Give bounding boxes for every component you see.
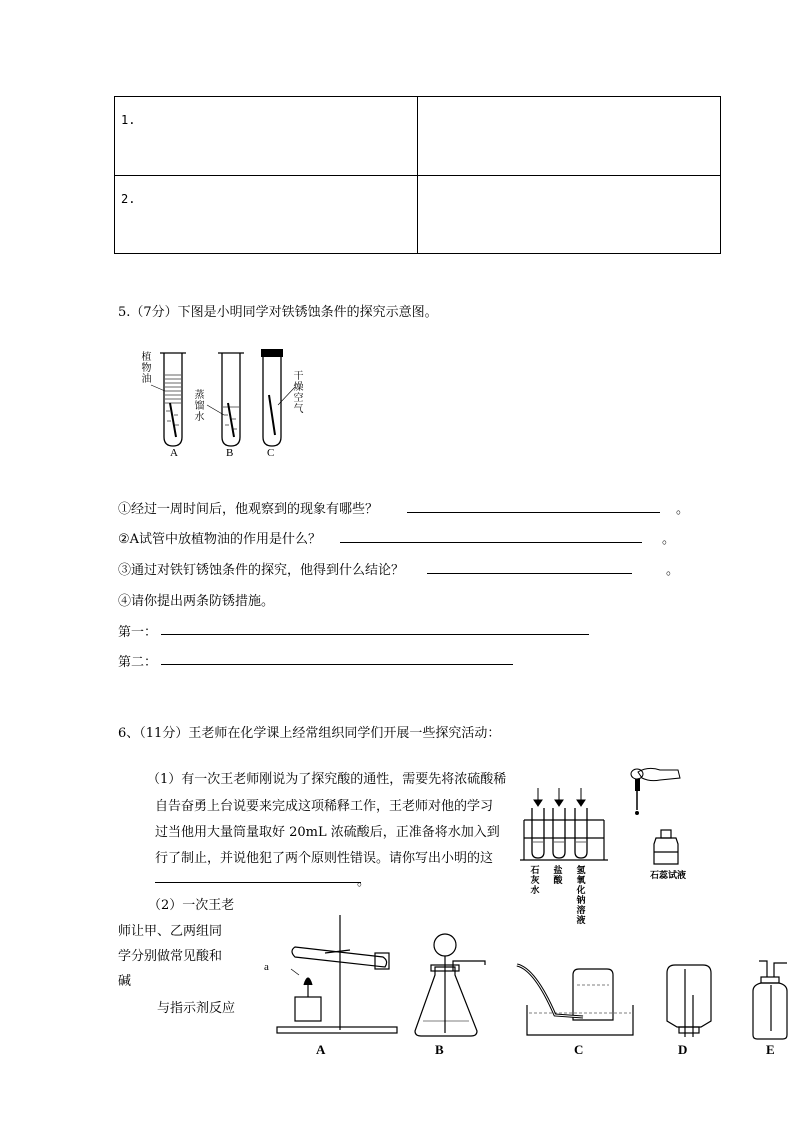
table-row-1-number: 1.: [121, 113, 136, 127]
dry-air-label: 干 燥 空 气: [293, 371, 304, 415]
q6-p2-line4: 碱: [118, 974, 132, 989]
q6-p1-line2: 自告奋勇上台说要来完成这项稀释工作，王老师对他的学习: [155, 799, 494, 814]
tube-a-label: A: [170, 447, 178, 459]
q6-p2-line2: 师让甲、乙两组同: [118, 924, 223, 939]
q5-title: 5.（7分）下图是小明同学对铁锈蚀条件的探究示意图。: [118, 305, 438, 320]
table-divider-horizontal: [115, 175, 720, 176]
litmus-bottle: [654, 830, 678, 864]
rack-tube1-label: 石 灰 水: [530, 866, 540, 896]
q5-sub1-end: 。: [676, 502, 690, 517]
apparatus-c-label: C: [574, 1042, 584, 1057]
hand-icon: [638, 768, 680, 780]
apparatus-c: [517, 965, 633, 1035]
q6-p1-line1: （1）有一次王老师刚说为了探究酸的通性，需要先将浓硫酸稀: [147, 772, 507, 787]
test-tube-rack: [520, 820, 608, 860]
apparatus-a-label: A: [316, 1042, 326, 1057]
rust-experiment-figure: [140, 345, 315, 460]
q5-sub1: ①经过一周时间后，他观察到的现象有哪些？: [118, 502, 379, 517]
q5-second-label: 第二：: [118, 655, 158, 670]
q5-sub2: ②A试管中放植物油的作用是什么？: [118, 532, 322, 547]
q5-sub1-blank[interactable]: [407, 512, 660, 513]
water-label: 蒸 馏 水: [194, 390, 205, 423]
q6-p2-line5: 与指示剂反应: [157, 1001, 236, 1016]
q5-sub3: ③通过对铁钉锈蚀条件的探究，他得到什么结论？: [118, 563, 405, 578]
apparatus-a: [277, 915, 397, 1033]
apparatus-d: [667, 965, 711, 1037]
apparatus-d-label: D: [678, 1042, 688, 1057]
answer-table: [114, 96, 721, 254]
table-row-2-number: 2.: [121, 192, 136, 206]
litmus-label: 石蕊试液: [650, 871, 687, 881]
q6-p2-line3: 学分别做常见酸和: [118, 949, 223, 964]
tube-b: [218, 353, 244, 446]
oil-label: 植 物 油: [141, 352, 152, 385]
q6-p1-line4: 行了制止，并说他犯了两个原则性错误。请你写出小明的这: [155, 851, 494, 866]
rack-tube3-label: 氢 氧 化 钠 溶 液: [576, 866, 586, 926]
q5-sub2-end: 。: [662, 532, 676, 547]
q6-p1-line3: 过当他用大量筒量取好 20mL 浓硫酸后，正准备将水加入到: [155, 825, 500, 840]
q5-second-blank[interactable]: [161, 664, 513, 665]
apparatus-b: [415, 934, 485, 1036]
tube-c-label: C: [267, 447, 275, 459]
q6-p2-line1: （2）一次王老: [148, 898, 235, 913]
tube-b-label: B: [226, 447, 234, 459]
gas-apparatus-figure: [255, 905, 794, 1050]
apparatus-b-label: B: [435, 1042, 444, 1057]
q5-first-blank[interactable]: [161, 634, 589, 635]
tube-c: [263, 357, 281, 446]
apparatus-e-label: E: [766, 1042, 775, 1057]
q5-sub4: ④请你提出两条防锈措施。: [118, 594, 275, 609]
q6-title: 6、（11分）王老师在化学课上经常组织同学们开展一些探究活动：: [118, 726, 501, 741]
stopper: [261, 349, 283, 357]
q5-first-label: 第一：: [118, 625, 158, 640]
q6-p1-end: 。: [357, 874, 371, 889]
apparatus-a-small-label: a: [264, 961, 269, 973]
rack-tube2-label: 盐 酸: [553, 866, 563, 886]
apparatus-e: [753, 961, 787, 1039]
q6-p1-block: [140, 763, 520, 873]
q5-sub2-blank[interactable]: [340, 542, 642, 543]
q5-sub3-end: 。: [666, 563, 680, 578]
tube-a: [160, 353, 186, 446]
q6-p1-blank[interactable]: [155, 882, 361, 883]
q5-sub3-blank[interactable]: [427, 573, 632, 574]
